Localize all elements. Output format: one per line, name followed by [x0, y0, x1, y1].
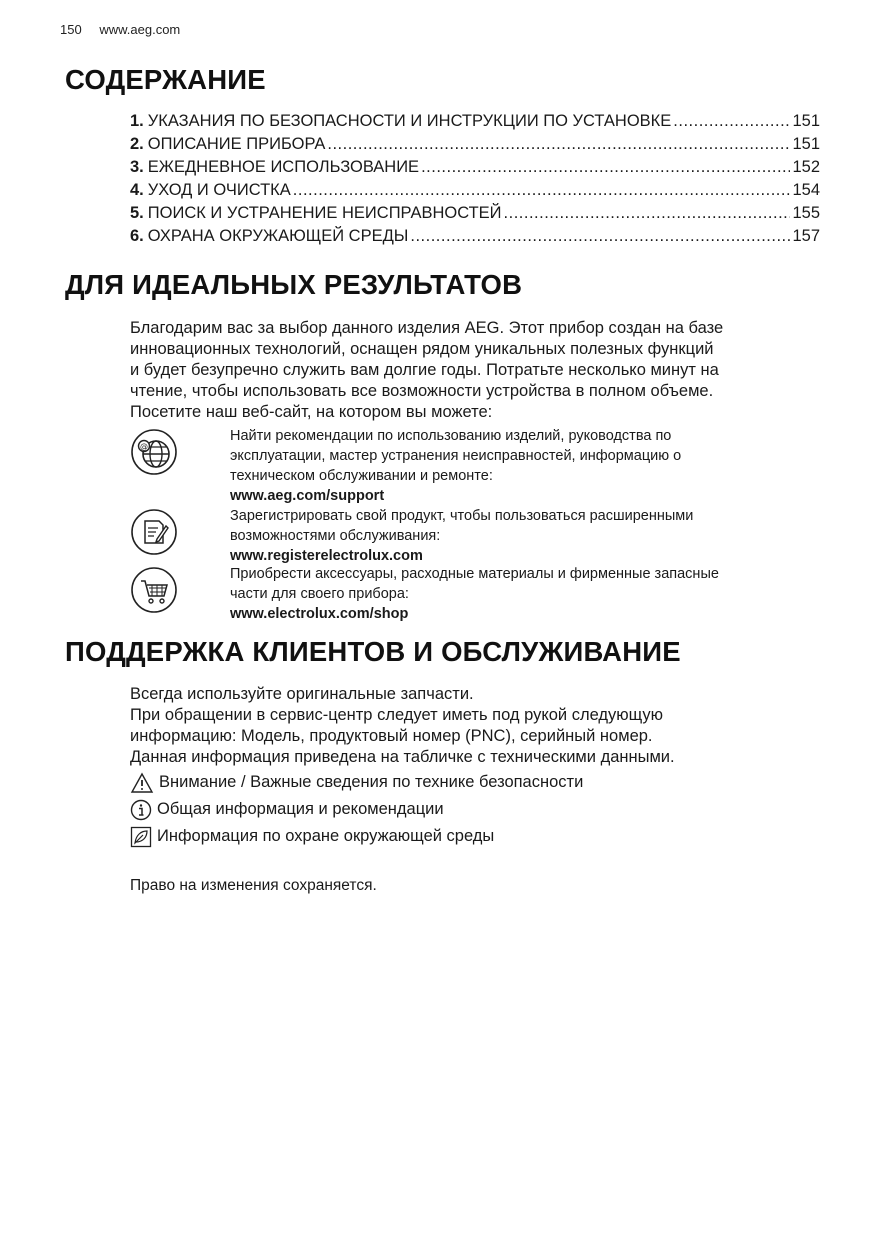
symbol-legend	[130, 769, 583, 850]
support-line: Всегда используйте оригинальные запчасти.	[130, 685, 474, 703]
page-header	[60, 22, 194, 37]
toc-item-page: 154	[792, 181, 820, 199]
register-link[interactable]: www.registerelectrolux.com	[230, 548, 423, 564]
header-site[interactable]: www.aeg.com	[99, 22, 181, 37]
service-list	[130, 426, 820, 624]
intro-line: инновационных технологий, оснащен рядом уникальных полезных функций	[130, 340, 714, 358]
toc-item-number: 2.	[130, 135, 144, 153]
toc-item[interactable]	[130, 133, 820, 156]
service-desc-line: возможностями обслуживания:	[230, 528, 441, 544]
toc-item-page: 151	[792, 112, 820, 130]
perfect-results-title: ДЛЯ ИДЕАЛЬНЫХ РЕЗУЛЬТАТОВ	[65, 269, 523, 300]
toc-item-number: 6.	[130, 227, 144, 245]
support-line: информацию: Модель, продуктовый номер (PNC), серийный номер.	[130, 727, 653, 745]
service-desc-line: эксплуатации, мастер устранения неисправностей, информацию о	[230, 448, 682, 464]
warning-triangle-icon	[130, 772, 154, 794]
legend-text: Информация по охране окружающей среды	[157, 827, 495, 845]
toc-item-label: ЕЖЕДНЕВНОЕ ИСПОЛЬЗОВАНИЕ	[147, 158, 420, 176]
support-line: Данная информация приведена на табличке с техническими данными.	[130, 748, 675, 766]
leaf-icon	[130, 826, 152, 848]
toc-leader	[410, 225, 790, 248]
toc-item[interactable]	[130, 202, 820, 225]
svg-text:@: @	[140, 442, 148, 451]
toc-item[interactable]	[130, 156, 820, 179]
legend-item	[130, 823, 583, 850]
toc-leader	[421, 156, 790, 179]
toc-item-label: ОПИСАНИЕ ПРИБОРА	[147, 135, 326, 153]
register-document-icon	[130, 508, 178, 556]
service-item-support	[130, 426, 820, 506]
toc-item-label: УХОД И ОЧИСТКА	[147, 181, 291, 199]
toc-item-label: ПОИСК И УСТРАНЕНИЕ НЕИСПРАВНОСТЕЙ	[147, 204, 502, 222]
support-paragraph	[130, 684, 820, 768]
page-number: 150	[60, 22, 82, 37]
footer-note: Право на изменения сохраняется.	[130, 877, 377, 894]
toc-item-number: 3.	[130, 158, 144, 176]
service-desc-line: части для своего прибора:	[230, 586, 409, 602]
service-desc-line: техническом обслуживании и ремонте:	[230, 468, 493, 484]
intro-line: и будет безупречно служить вам долгие годы. Потратьте несколько минут на	[130, 361, 719, 379]
toc-leader	[293, 179, 791, 202]
shop-link[interactable]: www.electrolux.com/shop	[230, 606, 409, 622]
toc-item[interactable]	[130, 225, 820, 248]
legend-item	[130, 769, 583, 796]
support-title: ПОДДЕРЖКА КЛИЕНТОВ И ОБСЛУЖИВАНИЕ	[65, 636, 681, 667]
toc-leader	[504, 202, 791, 225]
toc-item[interactable]	[130, 179, 820, 202]
toc-item-page: 155	[792, 204, 820, 222]
toc-item-number: 1.	[130, 112, 144, 130]
intro-paragraph	[130, 318, 820, 423]
toc-list	[130, 110, 820, 248]
service-item-register	[130, 506, 820, 564]
toc-item-page: 152	[792, 158, 820, 176]
toc-item[interactable]	[130, 110, 820, 133]
intro-line: Благодарим вас за выбор данного изделия AEG. Этот прибор создан на базе	[130, 319, 724, 337]
intro-line: Посетите наш веб-сайт, на котором вы можете:	[130, 403, 493, 421]
support-line: При обращении в сервис-центр следует иметь под рукой следующую	[130, 706, 664, 724]
shopping-cart-icon	[130, 566, 178, 614]
toc-item-label: ОХРАНА ОКРУЖАЮЩЕЙ СРЕДЫ	[147, 227, 409, 245]
service-desc-line: Найти рекомендации по использованию изделий, руководства по	[230, 428, 672, 444]
toc-item-page: 157	[792, 227, 820, 245]
toc-item-number: 4.	[130, 181, 144, 199]
service-desc-line: Зарегистрировать свой продукт, чтобы пользоваться расширенными	[230, 508, 694, 524]
legend-item	[130, 796, 583, 823]
toc-leader	[327, 133, 790, 156]
legend-text: Внимание / Важные сведения по технике безопасности	[159, 773, 584, 791]
toc-item-number: 5.	[130, 204, 144, 222]
toc-title: СОДЕРЖАНИЕ	[65, 64, 266, 95]
info-icon	[130, 799, 152, 821]
legend-text: Общая информация и рекомендации	[157, 800, 444, 818]
service-desc-line: Приобрести аксессуары, расходные материалы и фирменные запасные	[230, 566, 719, 582]
intro-line: чтение, чтобы использовать все возможности устройства в полном объеме.	[130, 382, 714, 400]
toc-leader	[673, 110, 790, 133]
support-link[interactable]: www.aeg.com/support	[230, 488, 385, 504]
service-item-shop	[130, 564, 820, 624]
globe-icon	[130, 428, 178, 476]
toc-item-label: УКАЗАНИЯ ПО БЕЗОПАСНОСТИ И ИНСТРУКЦИИ ПО УСТАНОВКЕ	[147, 112, 672, 130]
toc-item-page: 151	[792, 135, 820, 153]
